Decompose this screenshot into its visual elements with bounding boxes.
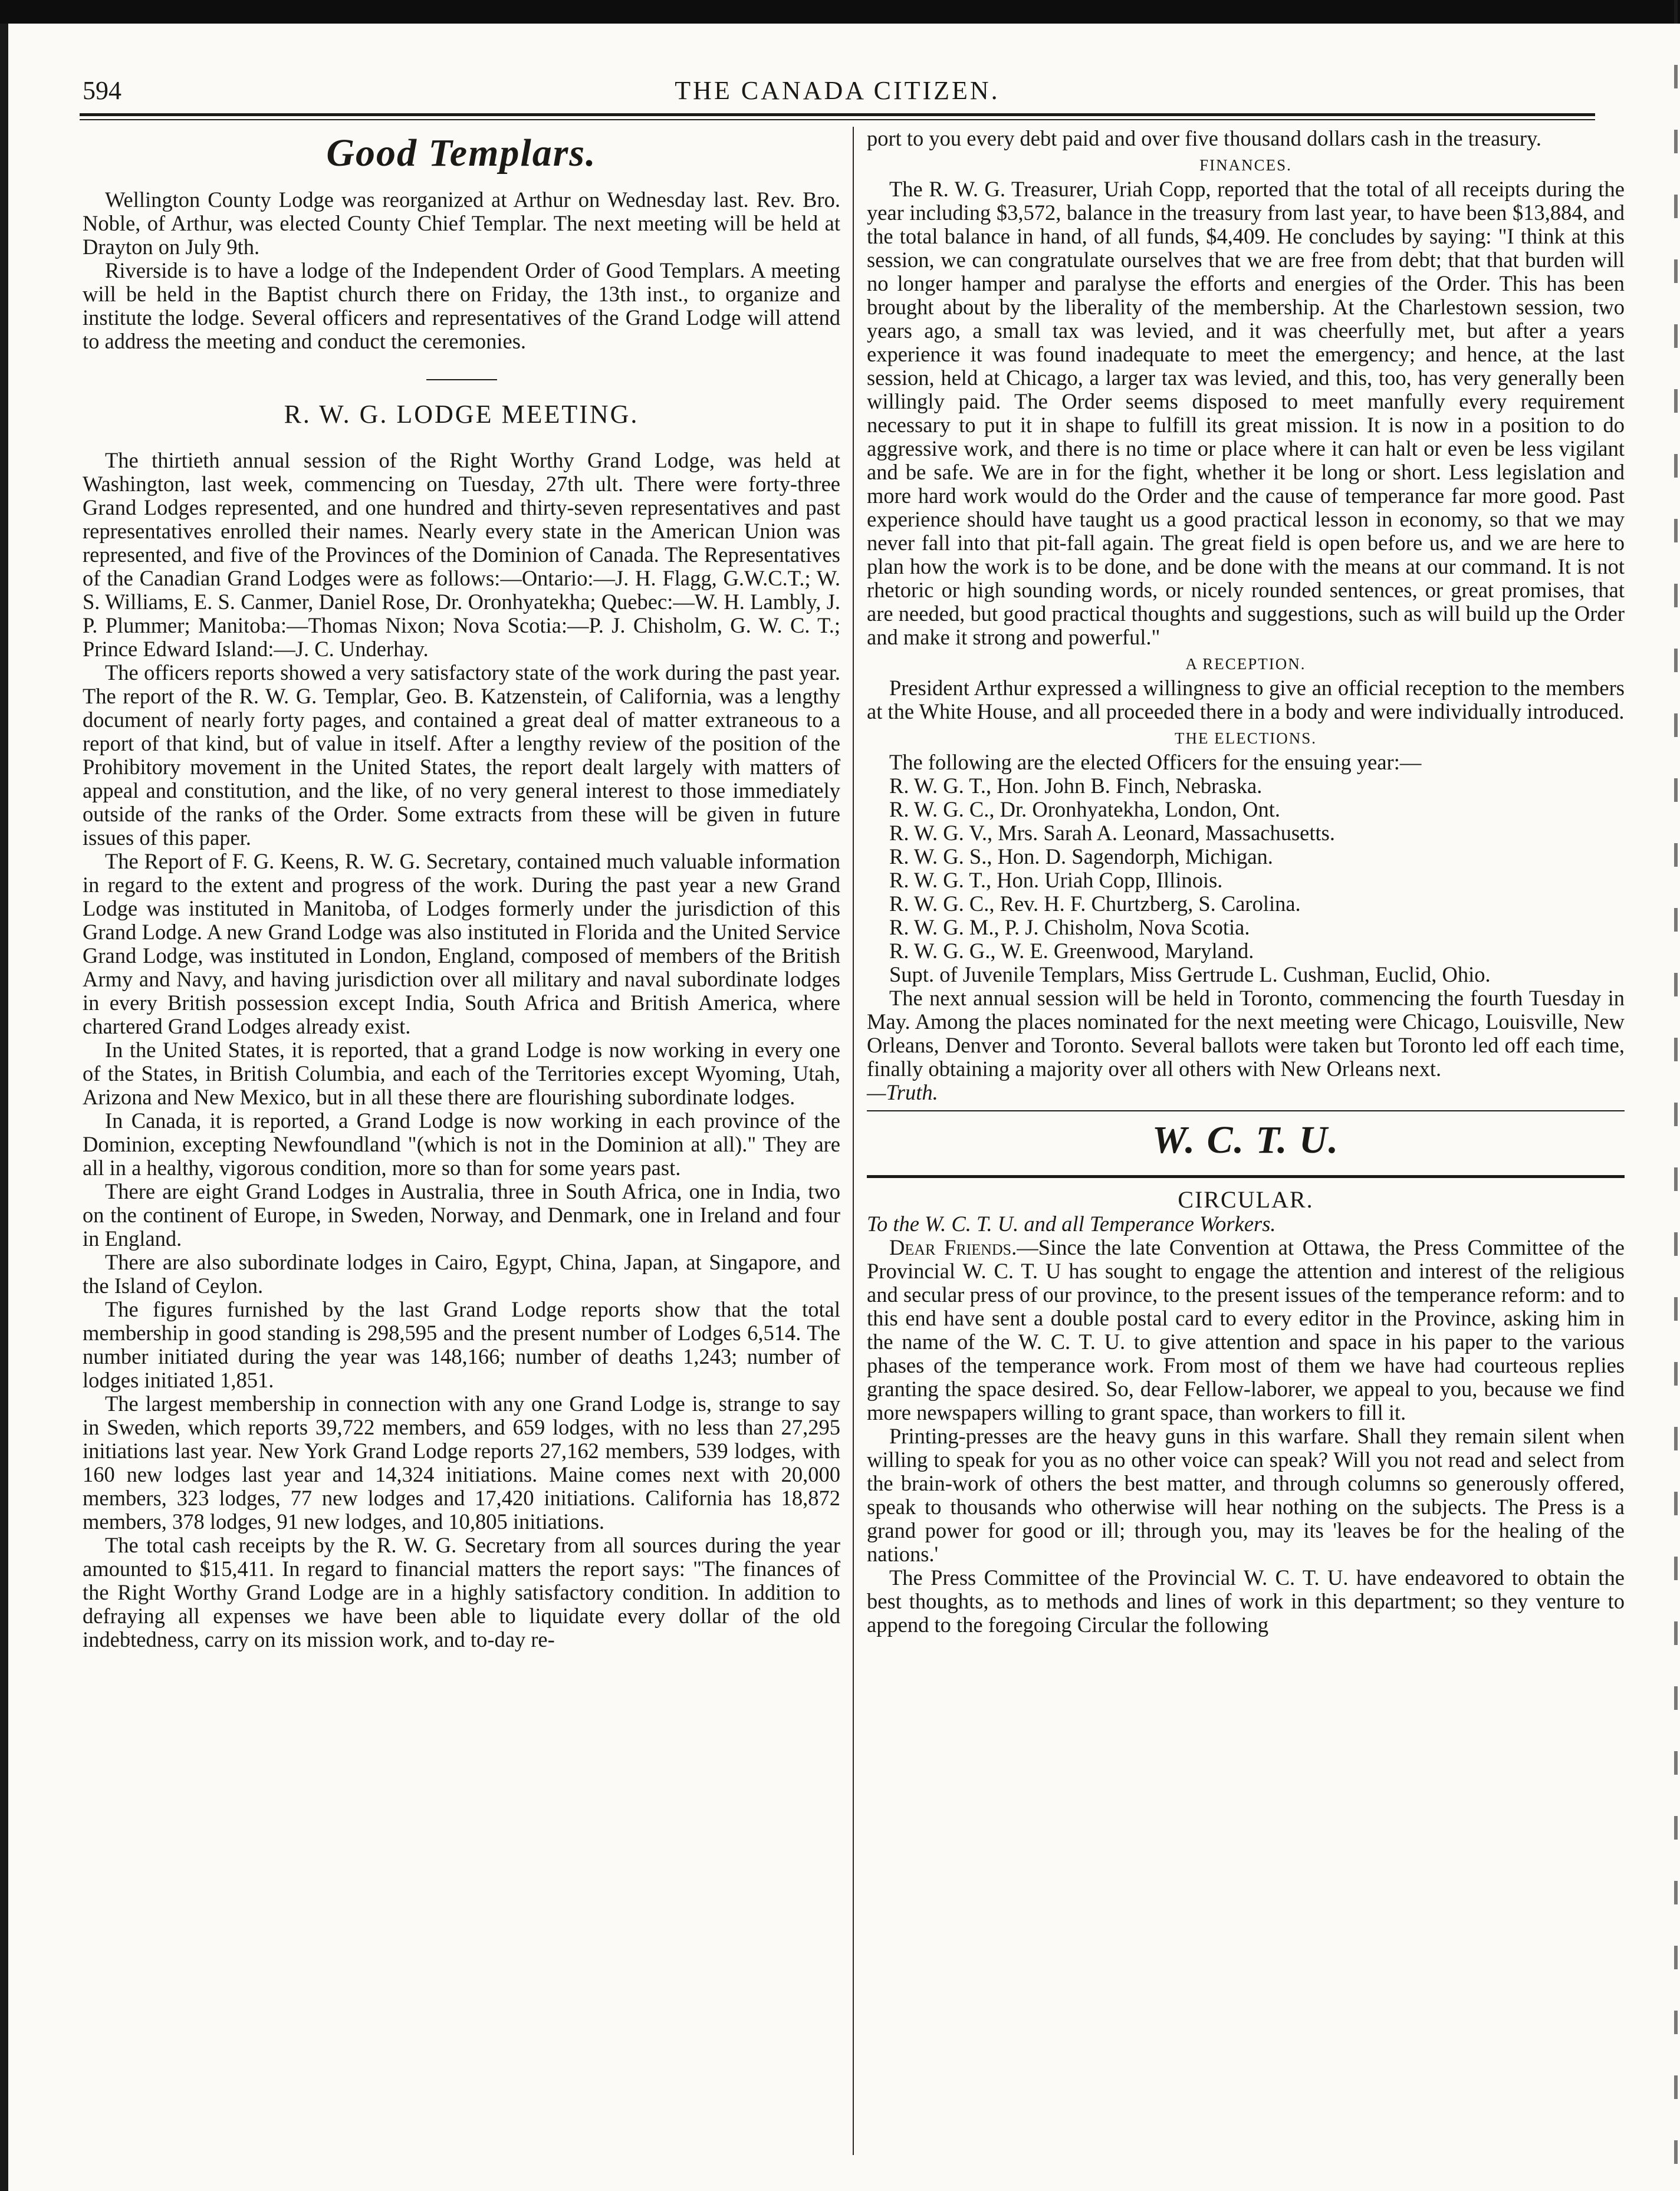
scan-right-edge (1674, 0, 1678, 2191)
paragraph: There are eight Grand Lodges in Australia, three in South Africa, one in India, two on the continent of Europe, in Sweden, Norway, and Denmark, one in Ireland and four in England. (83, 1179, 840, 1251)
paragraph: The figures furnished by the last Grand Lodge reports show that the total membership in good standing is 298,595 and the present number of Lodges 6,514. The number initiated during the year was 148,166; number of deaths 1,243; number of lodges initiated 1,851. (83, 1297, 840, 1392)
column-divider (853, 127, 854, 2155)
circular-title: CIRCULAR. (1178, 1186, 1314, 1213)
section-rule (867, 1110, 1625, 1111)
scan-left-edge (0, 24, 8, 2191)
paragraph: Wellington County Lodge was reorganized at Arthur on Wednesday last. Rev. Bro. Noble, of Arthur, was elected County Chief Templar. The next meeting will be held at Drayton on July 9th. (83, 187, 840, 259)
subhead-reception: A RECEPTION. (1185, 655, 1306, 673)
paragraph: The officers reports showed a very satisfactory state of the work during the past year. The report of the R. W. G. Templar, Geo. B. Katzenstein, of California, was a lengthy document of nearly forty pages, and contained a great deal of matter extraneous to a report of that kind, but of value in itself. After a lengthy review of the position of the Prohibitory movement in the United States, the report dealt largely with matters of appeal and constitution, and the like, of no very general interest to those immediately outside of the ranks of the Order. Some extracts from these will be given in future issues of this paper. (83, 660, 840, 850)
officer-list (867, 774, 1625, 963)
paragraph: There are also subordinate lodges in Cairo, Egypt, China, Japan, at Singapore, and the Island of Ceylon. (83, 1250, 840, 1298)
journal-title: THE CANADA CITIZEN. (675, 76, 1000, 105)
section-heading-good-templars: Good Templars. (326, 131, 597, 175)
circular-text: —Since the late Convention at Ottawa, the Press Committee of the Provincial W. C. T. U has sought to engage the attention and interest of the religious and secular press of our province, to the present issues of the temperance reform: and to this end have sent a double postal card to every editor in the Province, asking him in the name of the W. C. T. U. to give attention and space in his paper to the various phases of the temperance work. From most of them we have had courteous replies granting the space desired. So, dear Fellow-laborer, we appeal to you, because we find more newspapers willing to grant space, than workers to fill it. (867, 1235, 1625, 1425)
paragraph: In the United States, it is reported, that a grand Lodge is now working in every one of the States, in British Columbia, and each of the Territories except Wyoming, Utah, Arizona and New Mexico, but in all these there are flourishing subordinate lodges. (83, 1038, 840, 1109)
paragraph: President Arthur expressed a willingness to give an official reception to the members at the White House, and all proceeded there in a body and were individually introduced. (867, 676, 1625, 723)
paragraph: Riverside is to have a lodge of the Independent Order of Good Templars. A meeting will be held in the Baptist church there on Friday, the 13th inst., to organize and institute the lodge. Several officers and representatives of the Grand Lodge will attend to address the meeting and conduct the ceremonies. (83, 258, 840, 353)
paragraph: The total cash receipts by the R. W. G. Secretary from all sources during the year amounted to $15,411. In regard to financial matters the report says: "The finances of the Right Worthy Grand Lodge are in a highly satisfactory condition. In addition to defraying all expenses we have been able to liquidate every dollar of the old indebtedness, carry on its mission work, and to-day re- (83, 1533, 840, 1652)
salutation: Dear Friends. (889, 1235, 1017, 1259)
paragraph: The next annual session will be held in Toronto, commencing the fourth Tuesday in May. Among the places nominated for the next meeting were Chicago, Louisville, New Orleans, Denver and Toronto. Several ballots were taken but Toronto led off each time, finally obtaining a majority over all others with New Orleans next. (867, 986, 1625, 1081)
section-heading-wctu: W. C. T. U. (1152, 1118, 1340, 1162)
header-rule-thin (80, 119, 1595, 120)
paragraph-continuation: port to you every debt paid and over five thousand dollars cash in the treasury. (867, 126, 1542, 150)
left-column (83, 127, 840, 1652)
paragraph: The thirtieth annual session of the Right Worthy Grand Lodge, was held at Washington, last week, commencing on Tuesday, 27th ult. There were forty-three Grand Lodges represented, and one hundred and thirty-seven representatives and past representatives enrolled their names. Nearly every state in the American Union was represented, and five of the Provinces of the Dominion of Canada. The Representatives of the Canadian Grand Lodges were as follows:—Ontario:—J. H. Flagg, G.W.C.T.; W. S. Williams, E. S. Canmer, Daniel Rose, Dr. Oronhyatekha; Quebec:—W. H. Lambly, J. P. Plummer; Manitoba:—Thomas Nixon; Nova Scotia:—P. J. Chisholm, G. W. C. T.; Prince Edward Island:—J. C. Underhay. (83, 448, 840, 661)
paragraph: The Press Committee of the Provincial W. C. T. U. have endeavored to obtain the best thoughts, as to methods and lines of work in this department; so they venture to append to the foregoing Circular the following (867, 1565, 1625, 1637)
list-item: R. W. G. C., Rev. H. F. Churtzberg, S. Carolina. (889, 891, 1301, 916)
list-item: R. W. G. T., Hon. John B. Finch, Nebraska. (889, 774, 1263, 798)
paragraph: The R. W. G. Treasurer, Uriah Copp, reported that the total of all receipts during the year including $3,572, balance in the treasury from last year, to have been $13,884, and the total balance in hand, of all funds, $4,409. He concludes by saying: "I think at this session, we can congratulate ourselves that we are free from debt; that that burden will no longer hamper and paralyse the efforts and energies of the Order. This has been brought about by the liberality of the membership. At the Charlestown session, two years ago, a small tax was levied, and it was cheerfully met, but after a years experience it was found inadequate to meet the emergency; and hence, at the last session, held at Chicago, a larger tax was levied, and this, too, has very generally been willingly paid. The Order seems disposed to meet manfully every requirement necessary to put it in shape to fulfill its great mission. It is now in a position to do aggressive work, and there is no time or place where it can halt or even be less vigilant and be safe. We are in for the fight, whether it be long or short. Less legislation and more hard work would do the Order and the cause of temperance far more good. Past experience should have taught us a good practical lesson in economy, so that we may never fall into that pit-fall again. The great field is open before us, and we are here to plan how the work is to be done, and be done with the means at our command. It is not rhetoric or high sounding words, or nicely rounded sentences, or great promises, that are needed, but good practical thoughts and suggestions, such as will build up the Order and make it strong and powerful." (867, 177, 1625, 649)
circular-addressee: To the W. C. T. U. and all Temperance Workers. (867, 1212, 1276, 1236)
right-column (867, 127, 1625, 1637)
source-signature: —Truth. (867, 1080, 938, 1104)
page-number: 594 (83, 76, 121, 105)
list-item: R. W. G. V., Mrs. Sarah A. Leonard, Massachusetts. (889, 821, 1335, 845)
paragraph: Printing-presses are the heavy guns in this warfare. Shall they remain silent when willing to speak for you as no other voice can speak? Will you not read and select from the brain-work of others the best matter, and through columns so generously offered, speak to thousands who otherwise will hear nothing on the subjects. The Press is a grand power for good or ill; through you, may its 'leaves be for the healing of the nations.' (867, 1424, 1625, 1566)
paragraph: In Canada, it is reported, a Grand Lodge is now working in each province of the Dominion, excepting Newfoundland "(which is not in the Dominion at all)." They are all in a healthy, vigorous condition, more so than for some years past. (83, 1108, 840, 1180)
paragraph: The largest membership in connection with any one Grand Lodge is, strange to say in Sweden, which reports 39,722 members, and 659 lodges, with no less than 27,295 initiations last year. New York Grand Lodge reports 27,162 members, 539 lodges, with 160 new lodges last year and 14,324 initiations. Maine comes next with 20,000 members, 323 lodges, 77 new lodges and 17,420 initiations. California has 18,872 members, 378 lodges, 91 new lodges, and 10,805 initiations. (83, 1391, 840, 1534)
paragraph: The Report of F. G. Keens, R. W. G. Secretary, contained much valuable information in regard to the extent and progress of the work. During the past year a new Grand Lodge was instituted in Manitoba, of Lodges formerly under the jurisdiction of this Grand Lodge. A new Grand Lodge was also instituted in Florida and the United Service Grand Lodge, was instituted in London, England, composed of members of the British Army and Navy, and having jurisdiction over all military and naval subordinate lodges in every British possession except India, South Africa and British America, where chartered Grand Lodges already exist. (83, 849, 840, 1038)
subhead-elections: THE ELECTIONS. (1175, 729, 1317, 747)
list-item: R. W. G. S., Hon. D. Sagendorph, Michigan. (889, 844, 1273, 868)
running-header (83, 75, 1592, 111)
paragraph: Supt. of Juvenile Templars, Miss Gertrude L. Cushman, Euclid, Ohio. (889, 962, 1491, 986)
header-rule (80, 113, 1595, 116)
section-rule-thick (867, 1175, 1625, 1178)
scan-top-edge (0, 0, 1680, 24)
article-title: R. W. G. LODGE MEETING. (284, 400, 639, 429)
paragraph: The following are the elected Officers for the ensuing year:— (889, 750, 1422, 774)
paragraph (867, 1236, 1625, 1425)
short-rule (426, 379, 497, 380)
subhead-finances: FINANCES. (1199, 156, 1292, 174)
list-item: R. W. G. T., Hon. Uriah Copp, Illinois. (889, 868, 1223, 892)
list-item: R. W. G. M., P. J. Chisholm, Nova Scotia. (889, 915, 1250, 939)
list-item: R. W. G. C., Dr. Oronhyatekha, London, Ont. (889, 797, 1281, 821)
list-item: R. W. G. G., W. E. Greenwood, Maryland. (889, 939, 1254, 963)
